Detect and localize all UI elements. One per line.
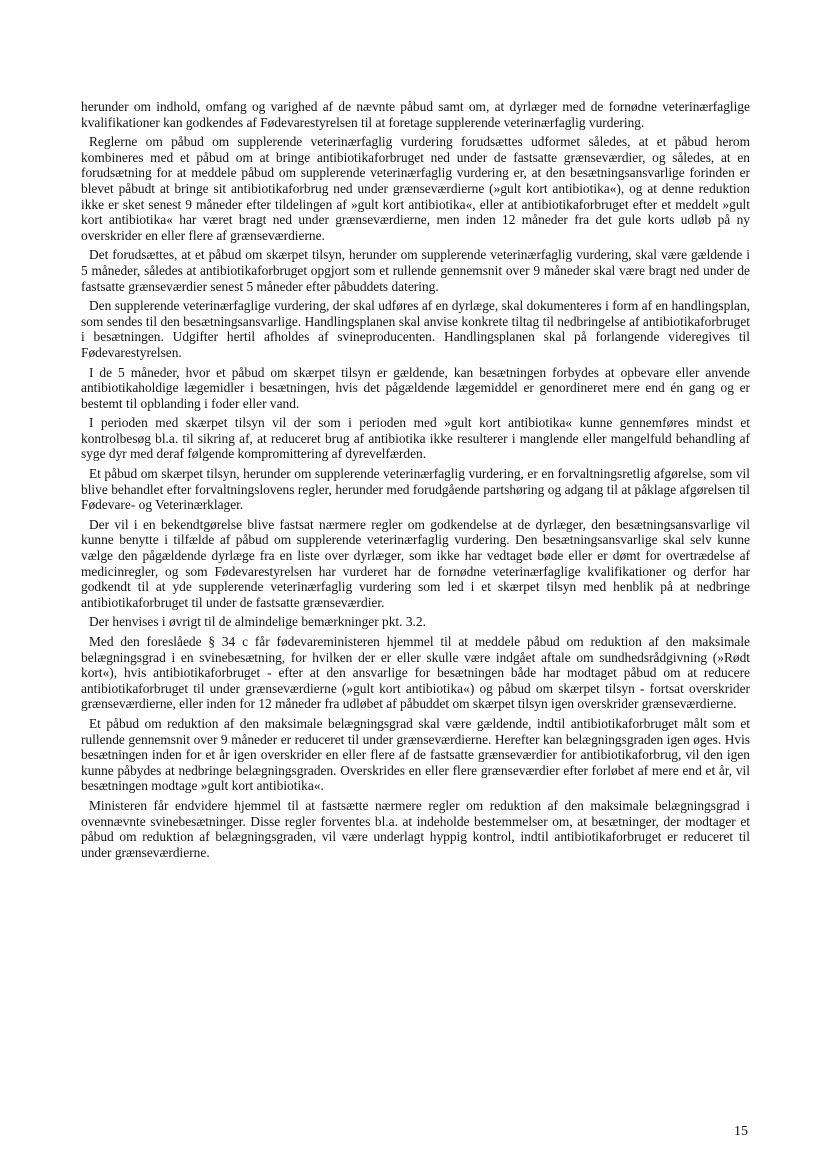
- paragraph: Der vil i en bekendtgørelse blive fastsat nærmere regler om godkendelse at de dyrlæger, den besætningsansvarlige vil kunne benytte i tilfælde af påbud om supplerende veterinærfaglig vurdering. Den besætningsansvarlige skal selv kunne vælge den pågældende dyrlæge fra en liste over dyrlæger, som ikke har vedtaget bøde eller er dømt for overtrædelse af medicinregler, og som Fødevarestyrelsen har vurderet har de fornødne veterinærfaglige kvalifikationer og derfor har godkendt til at yde supplerende veterinærfaglig vurdering som led i et skærpet tilsyn med henblik på at nedbringe antibiotikaforbruget til under de fastsatte grænseværdier.: [81, 516, 750, 610]
- paragraph: I perioden med skærpet tilsyn vil der som i perioden med »gult kort antibiotika« kunne gennemføres mindst et kontrolbesøg bl.a. til sikring af, at reduceret brug af antibiotika ikke resulterer i manglende eller mangelfuld behandling af syge dyr med deraf følgende kompromittering af dyrevelfærden.: [81, 415, 750, 462]
- paragraph: Der henvises i øvrigt til de almindelige bemærkninger pkt. 3.2.: [89, 614, 426, 630]
- paragraph: Et påbud om reduktion af den maksimale belægningsgrad skal være gældende, indtil antibiotikaforbruget målt som et rullende gennemsnit over 9 måneder er reduceret til under grænseværdierne. Herefter kan belægningsgraden igen øges. Hvis besætningen inden for et år igen overskrider en eller flere af de fastsatte grænseværdier for antibiotikaforbrug, vil den igen kunne påbydes at nedbringe belægningsgraden. Overskrides en eller flere grænseværdier efter forløbet af mere end et år, vil besætningen modtage »gult kort antibiotika«.: [81, 715, 750, 794]
- page-number: 15: [734, 1124, 748, 1139]
- paragraph: I de 5 måneder, hvor et påbud om skærpet tilsyn er gældende, kan besætningen forbydes at opbevare eller anvende antibiotikaholdige lægemidler i besætningen, hvis det pågældende lægemiddel er genordineret mere end én gang og er bestemt til opblanding i foder eller vand.: [81, 364, 750, 411]
- page-body: [81, 99, 750, 864]
- paragraph: Et påbud om skærpet tilsyn, herunder om supplerende veterinærfaglig vurdering, er en forvaltningsretlig afgørelse, som vil blive behandlet efter forvaltningslovens regler, herunder med forudgående partshøring og adgang til at påklage afgørelsen til Fødevare- og Veterinærklager.: [81, 466, 750, 513]
- paragraph: Det forudsættes, at et påbud om skærpet tilsyn, herunder om supplerende veterinærfaglig vurdering, skal være gældende i 5 måneder, således at antibiotikaforbruget opgjort som et rullende gennemsnit over 9 måneder skal være bragt ned under de fastsatte grænseværdier senest 5 måneder efter påbuddets datering.: [81, 247, 750, 294]
- paragraph: Ministeren får endvidere hjemmel til at fastsætte nærmere regler om reduktion af den maksimale belægningsgrad i ovennævnte svinebesætninger. Disse regler forventes bl.a. at indeholde bestemmelser om, at besætninger, der modtager et påbud om reduktion af belægningsgraden, vil være underlagt hyppig kontrol, indtil antibiotikaforbruget er reduceret til under grænseværdierne.: [81, 797, 750, 860]
- paragraph: Med den foreslåede § 34 c får fødevareministeren hjemmel til at meddele påbud om reduktion af den maksimale belægningsgrad i en svinebesætning, for hvilken der er eller skulle være indgået aftale om sundhedsrådgivning (»Rødt kort«), hvis antibiotikaforbruget - efter at den ansvarlige for besætningen både har modtaget påbud om at reducere antibiotikaforbruget til under grænseværdierne (»gult kort antibiotika«) og påbud om skærpet tilsyn - fortsat overskrider grænseværdierne, eller inden for 12 måneder fra udløbet af påbuddet om skærpet tilsyn igen overskrider grænseværdierne.: [81, 634, 750, 712]
- paragraph: herunder om indhold, omfang og varighed af de nævnte påbud samt om, at dyrlæger med de fornødne veterinærfaglige kvalifikationer kan godkendes af Fødevarestyrelsen til at foretage supplerende veterinærfaglig vurdering.: [81, 99, 750, 130]
- paragraph: Den supplerende veterinærfaglige vurdering, der skal udføres af en dyrlæge, skal dokumenteres i form af en handlingsplan, som sendes til den besætningsansvarlige. Handlingsplanen skal anvise konkrete tiltag til nedbringelse af antibiotikaforbruget i besætningen. Udgifter hertil afholdes af svineproducenten. Handlingsplanen skal på forlangende videregives til Fødevarestyrelsen.: [81, 298, 750, 360]
- paragraph: Reglerne om påbud om supplerende veterinærfaglig vurdering forudsættes udformet således, at et påbud herom kombineres med et påbud om at bringe antibiotikaforbruget ned under de fastsatte grænseværdier, og således, at en forudsætning for at meddele påbud om supplerende veterinærfaglig vurdering er, at den besætningsansvarlige forinden er blevet påbudt at bringe sit antibiotikaforbrug ned under grænseværdierne (»gult kort antibiotika«), og at denne reduktion ikke er sket senest 9 måneder efter tildelingen af »gult kort antibiotika«, eller at antibiotikaforbruget efter et meddelt »gult kort antibiotika« har været bragt ned under grænseværdierne, men inden 12 måneder fra det gule korts udløb på ny overskrider en eller flere af grænseværdierne.: [81, 134, 750, 243]
